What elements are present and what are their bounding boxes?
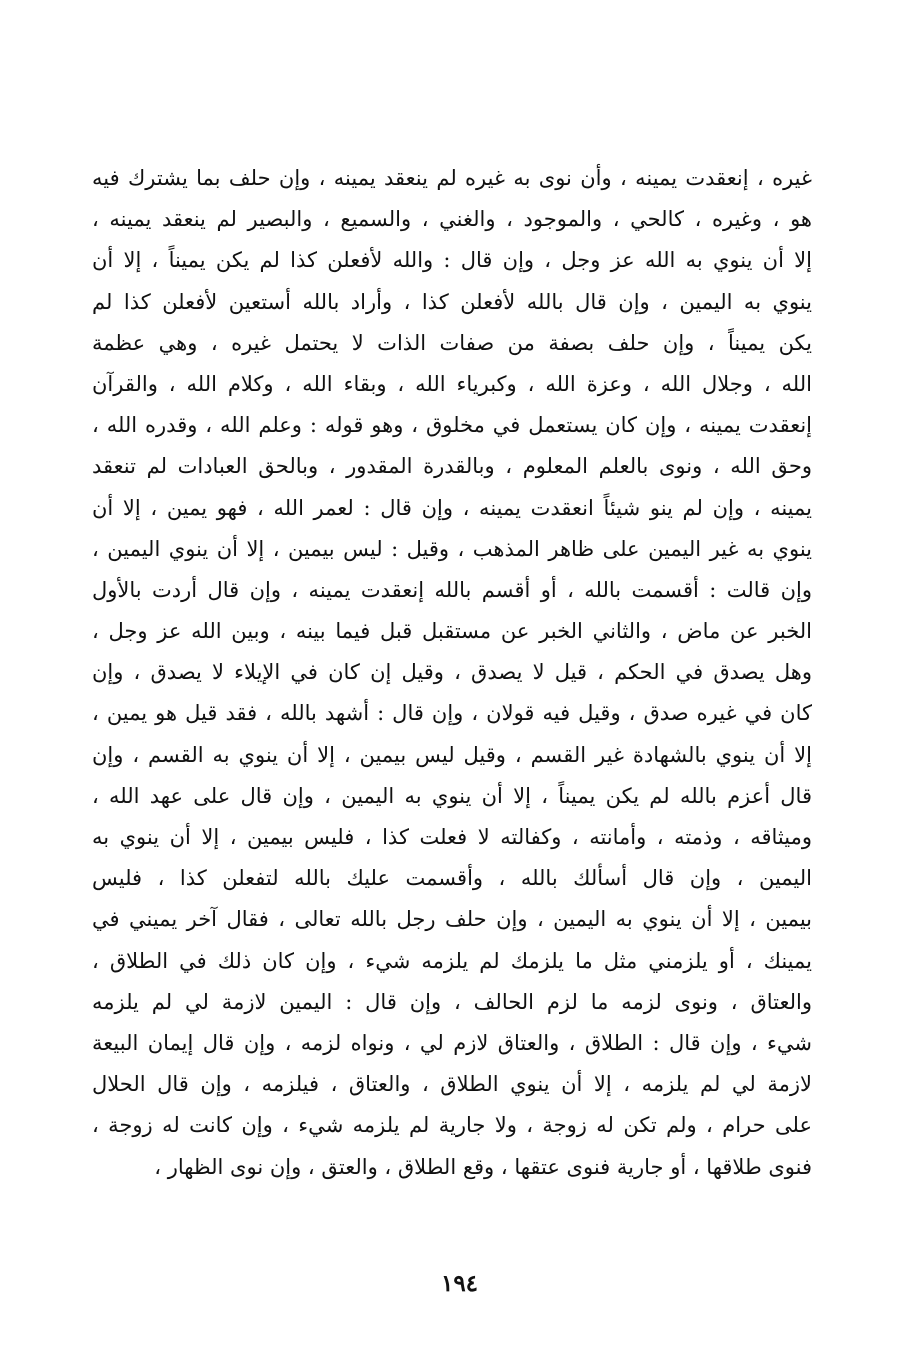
text-line: اليمين ، وإن قال أسألك بالله ، وأقسمت عليك بالله لتفعلن كذا ، فليس bbox=[92, 866, 812, 891]
text-line: وهل يصدق في الحكم ، قيل لا يصدق ، وقيل إن كان في الإيلاء لا يصدق ، وإن bbox=[92, 660, 812, 685]
text-line: على حرام ، ولم تكن له زوجة ، ولا جارية لم يلزمه شيء ، وإن كانت له زوجة ، bbox=[92, 1113, 812, 1138]
page-number: ١٩٤ bbox=[440, 1270, 479, 1297]
body-text bbox=[92, 158, 812, 1188]
text-line: الله ، وجلال الله ، وعزة الله ، وكبرياء الله ، وبقاء الله ، وكلام الله ، والقرآن bbox=[92, 371, 812, 396]
text-line: ينوي به اليمين ، وإن قال بالله لأفعلن كذا ، وأراد بالله أستعين لأفعلن كذا لم bbox=[92, 289, 812, 314]
text-line: غيره ، إنعقدت يمينه ، وأن نوى به غيره لم ينعقد يمينه ، وإن حلف بما يشترك فيه bbox=[92, 166, 812, 190]
text-line: شيء ، وإن قال : الطلاق ، والعتاق لازم لي ، ونواه لزمه ، وإن قال إيمان البيعة bbox=[92, 1030, 812, 1055]
text-line: وميثاقه ، وذمته ، وأمانته ، وكفالته لا فعلت كذا ، فليس بيمين ، إلا أن ينوي به bbox=[92, 825, 812, 849]
text-line: يكن يميناً ، وإن حلف بصفة من صفات الذات لا يحتمل غيره ، وهي عظمة bbox=[92, 330, 812, 355]
text-line: إلا أن ينوي بالشهادة غير القسم ، وقيل ليس بيمين ، إلا أن ينوي به القسم ، وإن bbox=[92, 742, 812, 767]
text-line: كان في غيره صدق ، وقيل فيه قولان ، وإن قال : أشهد بالله ، فقد قيل هو يمين ، bbox=[92, 701, 812, 726]
text-line: هو ، وغيره ، كالحي ، والموجود ، والغني ، والسميع ، والبصير لم ينعقد يمينه ، bbox=[92, 207, 812, 232]
text-line: وإن قالت : أقسمت بالله ، أو أقسم بالله إنعقدت يمينه ، وإن قال أردت بالأول bbox=[92, 577, 812, 602]
text-line: يمينه ، وإن لم ينو شيئاً انعقدت يمينه ، وإن قال : لعمر الله ، فهو يمين ، إلا أن bbox=[92, 495, 812, 520]
text-line: قال أعزم بالله لم يكن يميناً ، إلا أن ينوي به اليمين ، وإن قال على عهد الله ، bbox=[92, 783, 812, 808]
text-line: إنعقدت يمينه ، وإن كان يستعمل في مخلوق ، وهو قوله : وعلم الله ، وقدره الله ، bbox=[92, 413, 812, 438]
text-line: وحق الله ، ونوى بالعلم المعلوم ، وبالقدرة المقدور ، وبالحق العبادات لم تنعقد bbox=[92, 454, 812, 479]
text-line: لازمة لي لم يلزمه ، إلا أن ينوي الطلاق ، والعتاق ، فيلزمه ، وإن قال الحلال bbox=[92, 1072, 812, 1097]
text-line: والعتاق ، ونوى لزمه ما لزم الحالف ، وإن قال : اليمين لازمة لي لم يلزمه bbox=[92, 989, 812, 1014]
text-line: فنوى طلاقها ، أو جارية فنوى عتقها ، وقع الطلاق ، والعتق ، وإن نوى الظهار ، bbox=[154, 1154, 812, 1179]
text-line: إلا أن ينوي به الله عز وجل ، وإن قال : والله لأفعلن كذا لم يكن يميناً ، إلا أن bbox=[92, 248, 812, 273]
text-line: يمينك ، أو يلزمني مثل ما يلزمك لم يلزمه شيء ، وإن كان ذلك في الطلاق ، bbox=[92, 948, 812, 973]
text-line: الخبر عن ماض ، والثاني الخبر عن مستقبل قبل فيما بينه ، وبين الله عز وجل ، bbox=[92, 619, 812, 644]
text-line: بيمين ، إلا أن ينوي به اليمين ، وإن حلف رجل بالله تعالى ، فقال آخر يميني في bbox=[92, 907, 812, 932]
text-line: ينوي به غير اليمين على ظاهر المذهب ، وقيل : ليس بيمين ، إلا أن ينوي اليمين ، bbox=[92, 536, 812, 561]
